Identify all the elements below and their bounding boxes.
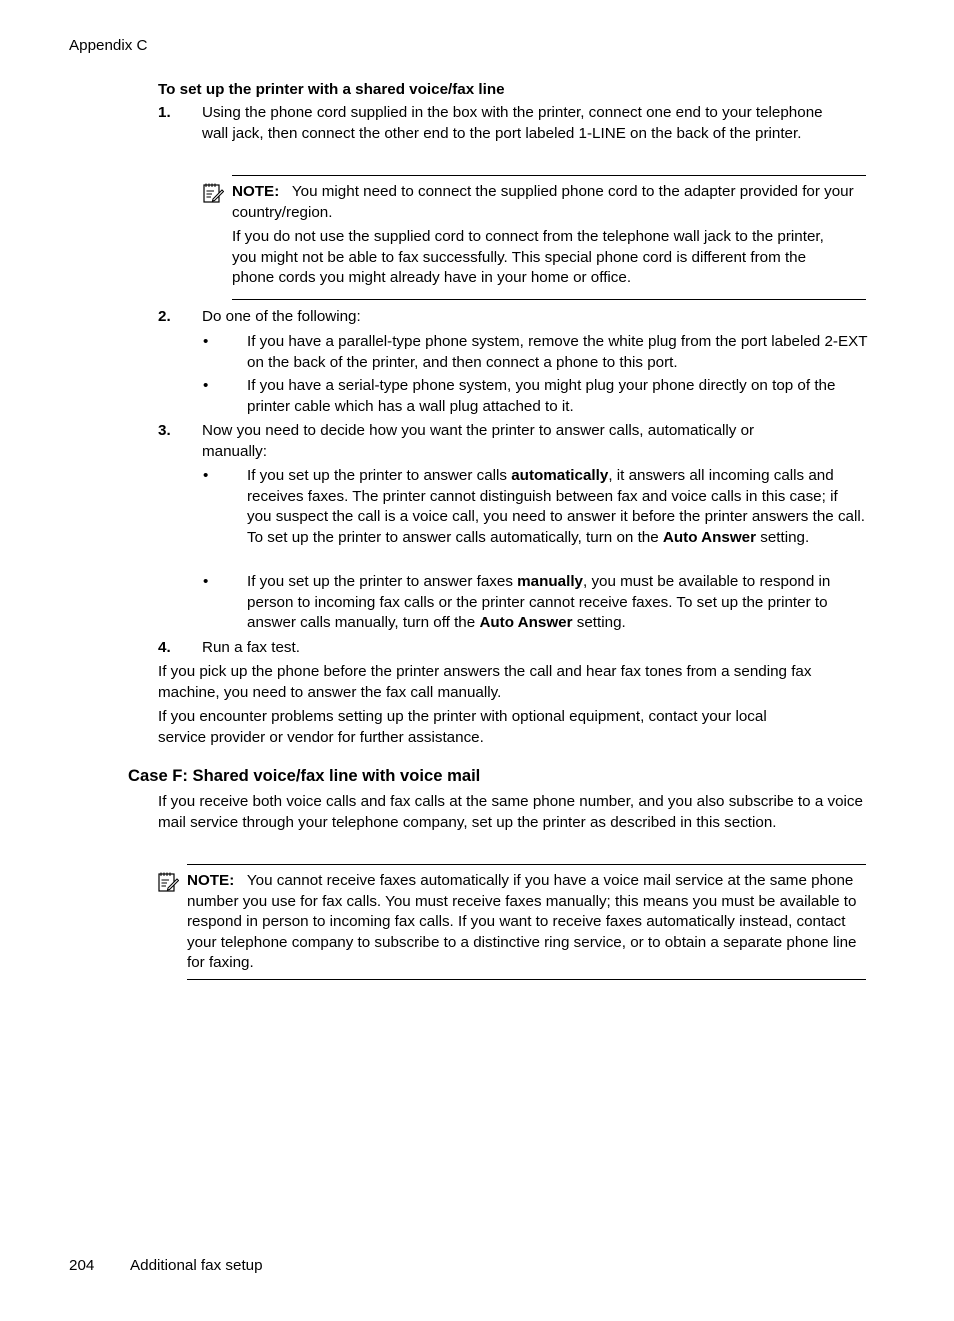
step-text: Using the phone cord supplied in the box with the printer, connect one end to your telephone wall jack, then connect the other end to the port labeled 1-LINE on the back of the printer.: [202, 104, 823, 142]
list-item: [203, 572, 868, 634]
bullet-text: If you set up the printer to answer faxes manually, you must be available to respond in person to incoming fax calls or the printer cannot receive faxes. To set up the printer to answer calls manually, turn off the Auto Answer setting.: [247, 573, 831, 631]
step-text: Now you need to decide how you want the printer to answer calls, automatically or manually:: [202, 422, 755, 460]
note-body: You might need to connect the supplied phone cord to the adapter provided for your country/region.: [232, 183, 854, 221]
note-label: NOTE:: [232, 183, 280, 200]
step-1: [158, 103, 868, 144]
step-number: 1.: [158, 104, 171, 121]
bullet-text: If you set up the printer to answer calls automatically, it answers all incoming calls and receives faxes. The printer cannot distinguish between fax and voice calls in this case; if you suspect the call is a voice call, you need to answer it before the printer answers the call. To set up the printer to answer calls automatically, turn on the Auto Answer setting.: [247, 467, 865, 546]
step-text: Do one of the following:: [202, 308, 361, 325]
note-icon: [157, 871, 179, 893]
bullet-text: If you have a parallel-type phone system, remove the white plug from the port labeled 2-EXT on the back of the printer, and then connect a phone to this port.: [247, 333, 868, 371]
step-4: [158, 638, 868, 659]
bullet-text: If you have a serial-type phone system, you might plug your phone directly on top of the printer cable which has a wall plug attached to it.: [247, 377, 836, 415]
body-paragraph: If you pick up the phone before the printer answers the call and hear fax tones from a sending fax machine, you need to answer the fax call manually.: [158, 663, 812, 701]
section-heading: Case F: Shared voice/fax line with voice mail: [128, 766, 481, 785]
bullet-glyph: •: [203, 377, 209, 394]
page-header: Appendix C: [69, 37, 148, 54]
bullet-glyph: •: [203, 467, 209, 484]
list-item: [203, 332, 868, 373]
list-item: [203, 466, 868, 548]
note-body: You cannot receive faxes automatically if you have a voice mail service at the same phone number you use for fax calls. You must receive faxes manually; this means you must be available to respond in person to incoming fax calls. If you want to receive faxes automatically instead, contact your telephone company to subscribe to a distinctive ring service, or to obtain a separate phone line for faxing.: [187, 872, 857, 971]
page-number: 204: [69, 1257, 95, 1274]
note-text: [187, 871, 863, 974]
bullet-glyph: •: [203, 573, 209, 590]
step-number: 3.: [158, 422, 171, 439]
footer-section-title: Additional fax setup: [130, 1257, 263, 1274]
body-paragraph: If you encounter problems setting up the printer with optional equipment, contact your local service provider or vendor for further assistance.: [158, 708, 767, 746]
step-number: 4.: [158, 639, 171, 656]
note-icon: [202, 182, 224, 204]
note-label: NOTE:: [187, 872, 235, 889]
step-text: Run a fax test.: [202, 639, 300, 656]
step-number: 2.: [158, 308, 171, 325]
note-text-2: If you do not use the supplied cord to connect from the telephone wall jack to the printer, you might not be able to fax successfully. This special phone cord is different from the phone cords you might already have in your home or office.: [232, 228, 824, 286]
note-text: [232, 182, 868, 223]
step-2: [158, 307, 868, 328]
bullet-glyph: •: [203, 333, 209, 350]
step-3: [158, 421, 868, 462]
body-paragraph: If you receive both voice calls and fax calls at the same phone number, and you also subscribe to a voice mail service through your telephone company, set up the printer as described in this section.: [158, 793, 863, 831]
procedure-title: To set up the printer with a shared voice/fax line: [158, 81, 505, 98]
list-item: [203, 376, 868, 417]
